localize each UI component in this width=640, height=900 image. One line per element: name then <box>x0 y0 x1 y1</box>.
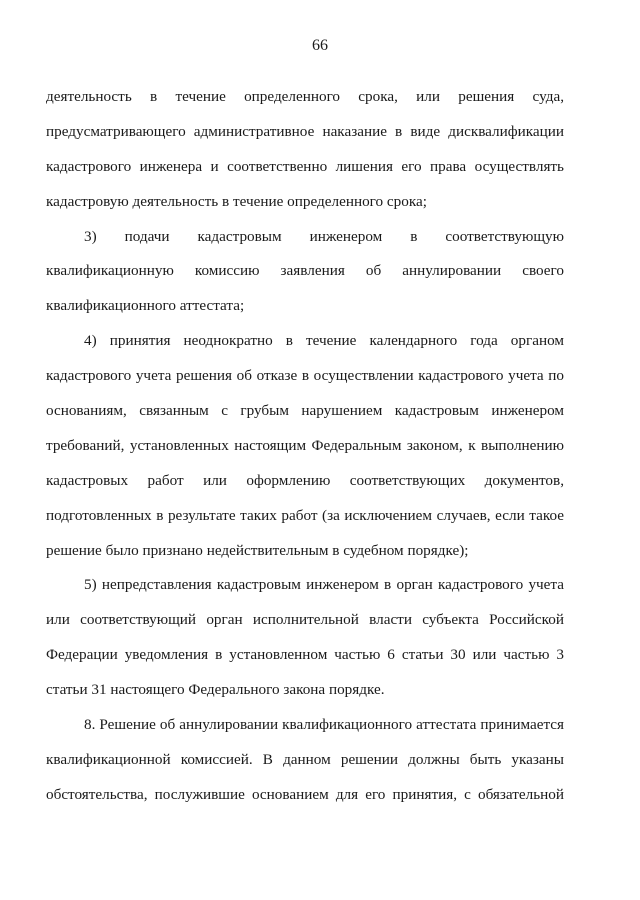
text-line: кадастровую деятельность в течение определенного срока; <box>46 192 427 210</box>
text-line: квалификационную комиссию заявления об аннулировании своего <box>46 262 564 280</box>
text-line: предусматривающего административное наказание в виде дисквалификации <box>46 122 564 140</box>
text-line: деятельность в течение определенного срока, или решения суда, <box>46 88 564 105</box>
page-number: 66 <box>312 37 328 54</box>
text-line: 3) подачи кадастровым инженером в соответствующую <box>84 227 564 245</box>
text-line: квалификационного аттестата; <box>46 297 245 315</box>
text-line: кадастрового инженера и соответственно лишения его права осуществлять <box>46 157 564 175</box>
document-body <box>46 86 564 819</box>
text-line: подготовленных в результате таких работ (за исключением случаев, если такое <box>46 506 564 524</box>
text-line: 5) непредставления кадастровым инженером в орган кадастрового учета <box>84 576 564 594</box>
paragraph-item-3 <box>46 226 564 331</box>
text-line: Федерации уведомления в установленном частью 6 статьи 30 или частью 3 <box>46 646 564 664</box>
paragraph-continuation <box>46 86 564 226</box>
paragraph-item-4 <box>46 330 564 574</box>
text-line: решение было признано недействительным в судебном порядке); <box>46 541 469 559</box>
text-line: 4) принятия неоднократно в течение календарного года органом <box>84 332 564 350</box>
text-line: кадастрового учета решения об отказе в осуществлении кадастрового учета по <box>46 367 564 385</box>
text-line: основаниям, связанным с грубым нарушением кадастровым инженером <box>46 402 564 420</box>
paragraph-clause-8 <box>46 714 564 819</box>
text-line: требований, установленных настоящим Федеральным законом, к выполнению <box>46 436 564 454</box>
text-line: квалификационной комиссией. В данном решении должны быть указаны <box>46 750 564 768</box>
text-line: обстоятельства, послужившие основанием для его принятия, с обязательной <box>46 785 564 803</box>
paragraph-item-5 <box>46 574 564 714</box>
text-line: 8. Решение об аннулировании квалификационного аттестата принимается <box>84 716 564 734</box>
text-line: кадастровых работ или оформлению соответствующих документов, <box>46 471 564 489</box>
text-line: или соответствующий орган исполнительной власти субъекта Российской <box>46 611 564 629</box>
text-line: статьи 31 настоящего Федерального закона порядке. <box>46 681 385 699</box>
